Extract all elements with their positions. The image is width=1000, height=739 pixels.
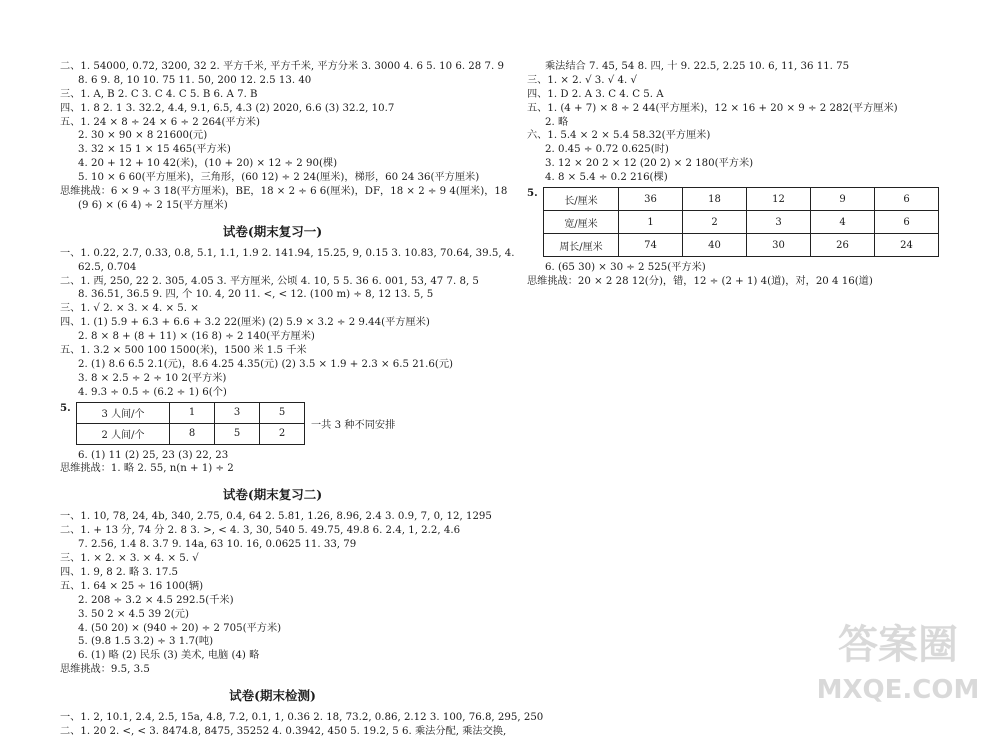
answer-line: 2. (1) 8.6 6.5 2.1(元)，8.6 4.25 4.35(元) (2) 3.5 × 1.9 + 2.3 × 6.5 21.6(元): [78, 358, 454, 370]
row-header: 周长/厘米: [544, 234, 619, 257]
table-cell: 1: [619, 211, 683, 234]
answer-line: 乘法结合 7. 45, 54 8. 四, 十 9. 22.5, 2.25 10. 6, 11, 36 11. 75: [545, 61, 850, 72]
answer-line: 二、1. 西, 250, 22 2. 305, 4.05 3. 平方厘米, 公顷 4. 10, 5 5. 36 6. 001, 53, 47 7. 8, 5: [60, 275, 479, 287]
table-cell: 18: [683, 188, 747, 211]
table-note: 一共 3 种不同安排: [311, 419, 396, 431]
answer-line: 三、1. × 2. √ 3. √ 4. √: [527, 74, 637, 86]
answer-line: 2. 略: [545, 116, 569, 128]
answer-line: 4. 20 + 12 + 10 42(米)，(10 + 20) × 12 ÷ 2 90(棵): [78, 158, 338, 170]
table-cell: 24: [875, 234, 939, 257]
answer-line: 7. 2.56, 1.4 8. 3.7 9. 14a, 63 10. 16, 0.0625 11. 33, 79: [78, 539, 357, 551]
answer-line: 四、1. D 2. A 3. C 4. C 5. A: [527, 88, 664, 100]
section-title-review-2: 试卷(期末复习二): [222, 487, 323, 503]
answer-line: 3. 8 × 2.5 ÷ 2 ÷ 10 2(平方米): [78, 372, 227, 384]
answer-line: 思维挑战：6 × 9 ÷ 3 18(平方厘米)，BE，18 × 2 ÷ 6 6(厘米)，DF，18 × 2 ÷ 9 4(厘米)，18: [60, 186, 508, 198]
table-cell: 12: [747, 188, 811, 211]
answer-line: 三、1. √ 2. × 3. × 4. × 5. ×: [60, 303, 199, 315]
answer-line: 3. 50 2 × 4.5 39 2(元): [78, 608, 189, 620]
left-column: [60, 60, 544, 739]
table-cell: 2: [683, 211, 747, 234]
answer-line: 三、1. × 2. × 3. × 4. × 5. √: [60, 553, 199, 565]
question-number: 5.: [527, 187, 538, 200]
answer-line: 五、1. (4 + 7) × 8 ÷ 2 44(平方厘米)，12 × 16 + 20 × 9 ÷ 2 282(平方厘米): [527, 102, 898, 114]
answer-line: 五、1. 24 × 8 ÷ 24 × 6 ÷ 2 264(平方米): [60, 116, 260, 128]
watermark-bottom: MXQE.COM: [816, 675, 980, 705]
section-title-review-1: 试卷(期末复习一): [222, 223, 323, 239]
table-cell: 74: [619, 234, 683, 257]
answer-block: [527, 60, 947, 185]
watermark-logo: [818, 612, 978, 707]
table-cell: 2: [260, 423, 305, 444]
answer-line: 二、1. 20 2. <, < 3. 8474.8, 8475, 35252 4. 0.3942, 450 5. 19.2, 5 6. 乘法分配, 乘法交换,: [60, 725, 507, 737]
answer-line: 四、1. (1) 5.9 + 6.3 + 6.6 + 3.2 22(厘米) (2) 5.9 × 3.2 ÷ 2 9.44(平方厘米): [60, 317, 430, 329]
answer-block: [527, 261, 947, 289]
table-cell: 1: [170, 402, 215, 423]
table-cell: 36: [619, 188, 683, 211]
row-header: 2 人间/个: [77, 423, 170, 444]
answer-line: 8. 36.51, 36.5 9. 四, 个 10. 4, 20 11. <, < 12. (100 m) ÷ 8, 12 13. 5, 5: [78, 289, 434, 301]
answer-line: 六、1. 5.4 × 2 × 5.4 58.32(平方厘米): [527, 130, 711, 142]
arrangement-table: [76, 402, 305, 445]
answer-line: 思维挑战：9.5, 3.5: [60, 664, 150, 676]
table-cell: 6: [875, 188, 939, 211]
table-cell: 5: [215, 423, 260, 444]
watermark-top: 答案圈: [838, 622, 958, 668]
answer-line: (9 6) × (6 4) ÷ 2 15(平方厘米): [78, 199, 228, 211]
arrangement-table-wrap: [60, 402, 485, 445]
answer-line: 3. 32 × 15 1 × 15 465(平方米): [78, 144, 231, 156]
answer-block: [60, 711, 544, 739]
table-row: [77, 423, 305, 444]
answer-line: 4. 8 × 5.4 ÷ 0.2 216(棵): [545, 172, 668, 184]
row-header: 3 人间/个: [77, 402, 170, 423]
answer-line: 5. 10 × 6 60(平方厘米)，三角形，(60 12) ÷ 2 24(厘米)，梯形，60 24 36(平方厘米): [78, 172, 480, 184]
table-cell: 6: [875, 211, 939, 234]
answer-line: 3. 12 × 20 2 × 12 (20 2) × 2 180(平方米): [545, 158, 754, 170]
table-row: [544, 211, 939, 234]
table-cell: 5: [260, 402, 305, 423]
answer-line: 五、1. 64 × 25 ÷ 16 100(辆): [60, 580, 204, 592]
answer-block: [60, 60, 508, 213]
answer-line: 6. (1) 11 (2) 25, 23 (3) 22, 23: [78, 449, 229, 461]
rectangle-table-wrap: [527, 187, 947, 257]
answer-line: 4. 9.3 ÷ 0.5 ÷ (6.2 ÷ 1) 6(个): [78, 386, 227, 398]
answer-line: 8. 6 9. 8, 10 10. 75 11. 50, 200 12. 2.5 13. 40: [78, 74, 312, 86]
answer-line: 2. 8 × 8 + (8 + 11) × (16 8) ÷ 2 140(平方厘米): [78, 331, 315, 343]
table-cell: 3: [747, 211, 811, 234]
answer-line: 6. (1) 略 (2) 民乐 (3) 美术, 电脑 (4) 略: [78, 650, 260, 662]
answer-block: [60, 247, 515, 400]
answer-line: 一、1. 0.22, 2.7, 0.33, 0.8, 5.1, 1.1, 1.9 2. 141.94, 15.25, 9, 0.15 3. 10.83, 70.64, 39.5, 4.: [60, 247, 515, 259]
answer-block: [60, 510, 492, 677]
question-number: 5.: [60, 401, 71, 414]
answer-line: 思维挑战：20 × 2 28 12(分)，错，12 ÷ (2 + 1) 4(道)，对，20 4 16(道): [527, 275, 873, 287]
answer-line: 2. 0.45 ÷ 0.72 0.625(时): [545, 144, 669, 156]
answer-line: 五、1. 3.2 × 500 100 1500(米)，1500 米 1.5 千米: [60, 345, 307, 357]
table-cell: 30: [747, 234, 811, 257]
table-cell: 8: [170, 423, 215, 444]
answer-line: 三、1. A, B 2. C 3. C 4. C 5. B 6. A 7. B: [60, 88, 258, 100]
table-cell: 3: [215, 402, 260, 423]
row-header: 宽/厘米: [544, 211, 619, 234]
table-cell: 9: [811, 188, 875, 211]
table-cell: 40: [683, 234, 747, 257]
table-row: [544, 234, 939, 257]
section-title-final-test: 试卷(期末检测): [229, 688, 316, 704]
answer-line: 6. (65 30) × 30 ÷ 2 525(平方米): [545, 262, 706, 274]
table-cell: 26: [811, 234, 875, 257]
rectangle-table: [543, 187, 939, 257]
answer-line: 一、1. 2, 10.1, 2.4, 2.5, 15a, 4.8, 7.2, 0.1, 1, 0.36 2. 18, 73.2, 0.86, 2.12 3. 100, 76.8, 295, 250: [60, 712, 544, 724]
answer-line: 2. 30 × 90 × 8 21600(元): [78, 130, 208, 142]
answer-line: 2. 208 ÷ 3.2 × 4.5 292.5(千米): [78, 594, 234, 606]
row-header: 长/厘米: [544, 188, 619, 211]
answer-line: 二、1. 54000, 0.72, 3200, 32 2. 平方千米, 平方千米, 平方分米 3. 3000 4. 6 5. 10 6. 28 7. 9: [60, 61, 504, 72]
table-cell: 4: [811, 211, 875, 234]
answer-line: 62.5, 0.704: [78, 261, 137, 273]
answer-line: 思维挑战：1. 略 2. 55, n(n + 1) ÷ 2: [60, 463, 234, 475]
answer-line: 二、1. + 13 分, 74 分 2. 8 3. >, < 4. 3, 30, 540 5. 49.75, 49.8 6. 2.4, 1, 2.2, 4.6: [60, 525, 461, 537]
answer-line: 四、1. 8 2. 1 3. 32.2, 4.4, 9.1, 6.5, 4.3 (2) 2020, 6.6 (3) 32.2, 10.7: [60, 102, 395, 114]
answer-line: 一、1. 10, 78, 24, 4b, 340, 2.75, 0.4, 64 2. 5.81, 1.26, 8.96, 2.4 3. 0.9, 7, 0, 12, 1295: [60, 511, 492, 523]
right-column: [527, 60, 947, 289]
answer-line: 四、1. 9, 8 2. 略 3. 17.5: [60, 566, 179, 578]
answer-line: 5. (9.8 1.5 3.2) ÷ 3 1.7(吨): [78, 636, 214, 648]
table-row: [77, 402, 305, 423]
answer-block: [60, 449, 485, 477]
table-row: [544, 188, 939, 211]
answer-line: 4. (50 20) × (940 ÷ 20) ÷ 2 705(平方米): [78, 622, 282, 634]
